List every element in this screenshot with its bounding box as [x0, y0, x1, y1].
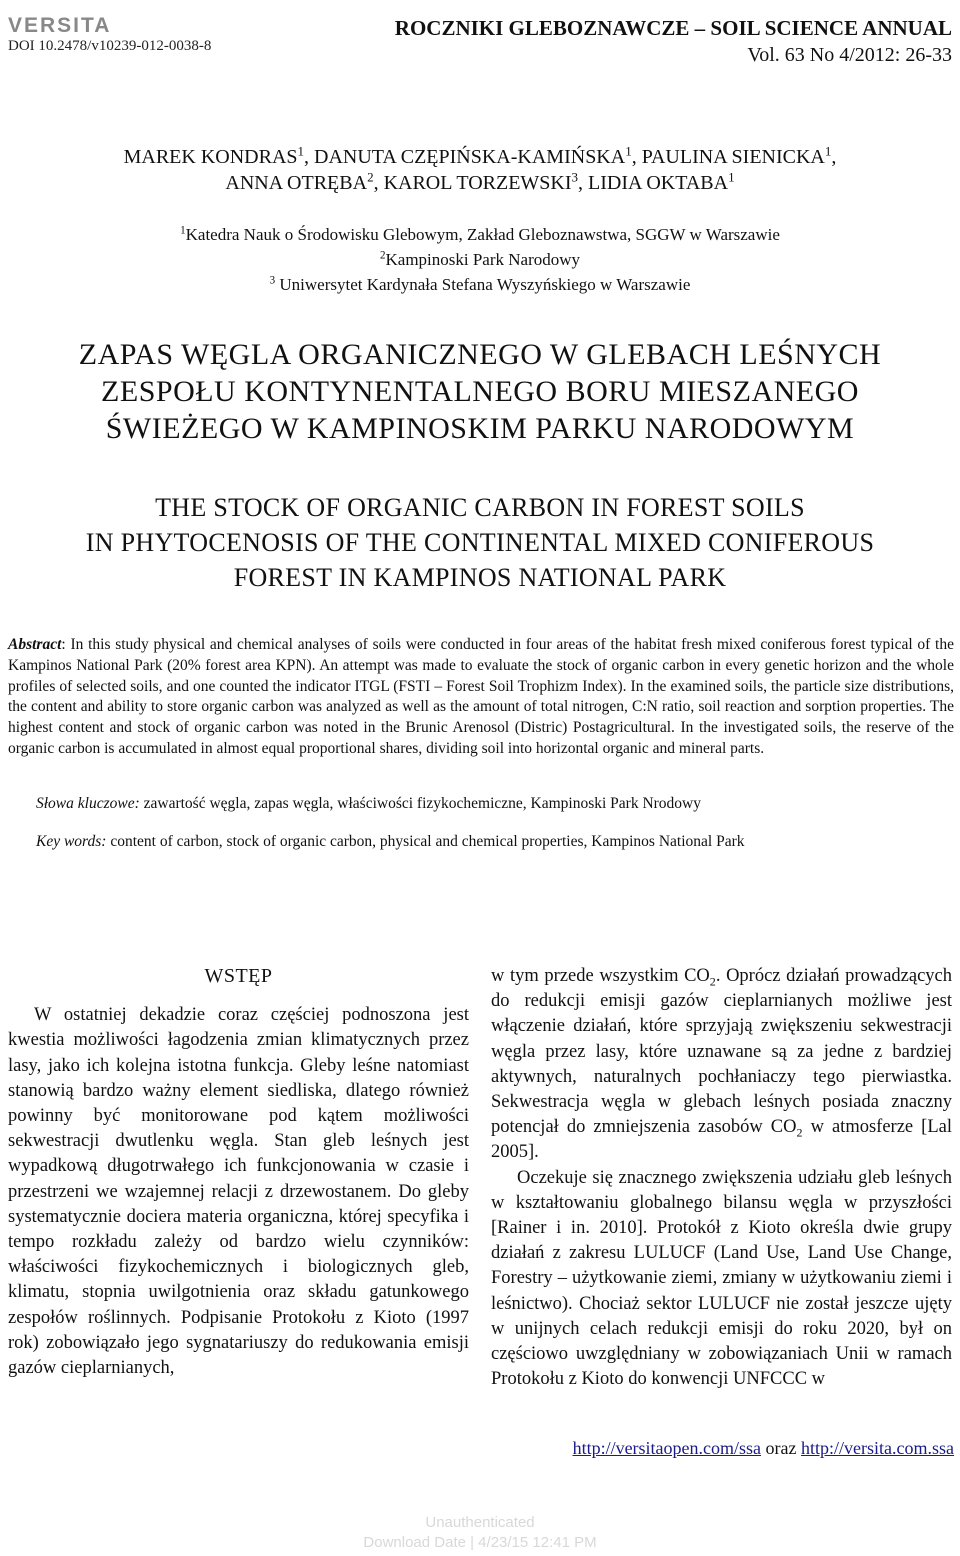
link-joiner: oraz: [761, 1438, 802, 1458]
affil-mark: 1: [297, 143, 305, 159]
keywords-label: Słowa kluczowe:: [36, 795, 140, 812]
section-title: WSTĘP: [204, 965, 273, 987]
journal-title: ROCZNIKI GLEBOZNAWCZE – SOIL SCIENCE ANNUAL: [394, 16, 952, 40]
title-line: ZESPOŁU KONTYNENTALNEGO BORU MIESZANEGO: [101, 375, 859, 408]
affil-mark: 1: [824, 143, 832, 159]
author-name: , KAROL TORZEWSKI: [373, 172, 572, 194]
keywords-text: zawartość węgla, zapas węgla, właściwości fizykochemiczne, Kampinoski Park Nrodowy: [139, 795, 702, 812]
abstract-label: Abstract: [8, 636, 62, 653]
title-english: [0, 490, 960, 595]
subscript: 2: [796, 1125, 803, 1140]
affil-mark: 1: [625, 143, 632, 159]
paragraph: [491, 964, 952, 1166]
body-column-left: [8, 964, 469, 1381]
keywords-label: Key words:: [36, 833, 107, 850]
separator: ,: [831, 146, 837, 168]
watermark-line2: Download Date | 4/23/15 12:41 PM: [363, 1534, 597, 1551]
footer-links: [472, 1438, 954, 1459]
affiliations: [0, 222, 960, 297]
publisher-logo: VERSITA: [8, 14, 112, 37]
paragraph: Oczekuje się znacznego zwiększenia udziału gleb leśnych w kształtowaniu globalnego bilansu węgla w przyszłości [Rainer i in. 2010]. Protokół z Kioto określa dwie grupy działań z zakresu LULUCF (Land Use, Land Use Change, Forestry – użytkowanie ziemi, zmiany w użytkowaniu ziemi i leśnictwo). Chociaż sektor LULUCF nie został jeszcze ujęty w unijnych celach redukcji emisji do roku 2020, był on częściowo uwzględniany w zobowiązaniach Unii w ramach Protokołu z Kioto do konwencji UNFCCC w: [491, 1167, 952, 1390]
affil-text: Kampinoski Park Narodowy: [385, 250, 581, 269]
title-line: ŚWIEŻEGO W KAMPINOSKIM PARKU NARODOWYM: [105, 412, 855, 445]
affil-mark: 3: [571, 169, 579, 185]
title-line: IN PHYTOCENOSIS OF THE CONTINENTAL MIXED CONIFEROUS: [85, 528, 875, 557]
affiliation-1: [0, 222, 960, 247]
author-list: [0, 144, 960, 196]
link-versitaopen[interactable]: http://versitaopen.com/ssa: [572, 1438, 762, 1458]
affil-text: Uniwersytet Kardynała Stefana Wyszyńskiego w Warszawie: [275, 275, 691, 294]
title-line: THE STOCK OF ORGANIC CARBON IN FOREST SOILS: [155, 493, 805, 522]
author-name: , PAULINA SIENICKA: [631, 146, 825, 168]
affil-text: Katedra Nauk o Środowisku Glebowym, Zakład Gleboznawstwa, SGGW w Warszawie: [185, 225, 780, 244]
volume-info: Vol. 63 No 4/2012: 26-33: [747, 44, 952, 66]
text-run: w tym przede wszystkim CO: [491, 966, 710, 986]
title-polish: [0, 336, 960, 447]
affil-number: 1: [180, 224, 186, 237]
keywords-text: content of carbon, stock of organic carbon, physical and chemical properties, Kampinos National Park: [106, 833, 745, 850]
affil-number: 2: [379, 249, 386, 262]
text-run: w atmosferze [Lal 2005].: [491, 1117, 952, 1163]
author-name: MAREK KONDRAS: [123, 146, 298, 168]
author-name: , LIDIA OKTABA: [578, 172, 729, 194]
affil-number: 3: [269, 274, 276, 287]
body-column-right: [491, 964, 952, 1392]
text-run: . Oprócz działań prowadzących do redukcji emisji gazów cieplarnianych możliwe jest włączenie działań, które sprzyjają zwiększeniu sekwestracji węgla przez lasy, które uznawane są za jedne z bardziej aktywnych, naturalnych pochłaniaczy tego pierwiastka. Sekwestracja węgla w glebach leśnych posiada znaczny potencjał do zmniejszenia zasobów CO: [491, 966, 953, 1138]
affil-mark: 2: [367, 169, 374, 185]
paragraph: W ostatniej dekadzie coraz częściej podnoszona jest kwestia możliwości łagodzenia zmian klimatycznych przez lasy, jako ich kolejna istotna funkcja. Gleby leśne natomiast stanowią bardzo ważny element siedliska, dlatego również powinny być monitorowane pod kątem możliwości sekwestracji dwutlenku węgla. Stan gleb leśnych jest wypadkową długotrwałego ich funkcjonowania w czasie i przestrzeni we wzajemnej relacji z drzewostanem. Do gleby systematycznie dociera materia organiczna, której specyfika i tempo rozkładu zależy od bardzo wielu czynników: właściwości fizykochemicznych i biologicznych gleb, klimatu, stopnia uwilgotnienia oraz składu gatunkowego zespołów roślinnych. Podpisanie Protokołu z Kioto (1997 rok) zobowiązało jego sygnatariuszy do redukowania emisji gazów cieplarnianych,: [8, 1005, 469, 1379]
doi-text: DOI 10.2478/v10239-012-0038-8: [8, 38, 212, 54]
affiliation-3: [0, 272, 960, 297]
subscript: 2: [709, 974, 716, 989]
keywords-polish: [36, 794, 701, 814]
affil-mark: 1: [728, 169, 735, 185]
abstract-text: : In this study physical and chemical analyses of soils were conducted in four areas of the habitat fresh mixed coniferous forest typical of the Kampinos National Park (20% forest area KPN). An attempt was made to evaluate the stock of organic carbon in every genetic horizon and the whole profiles of selected soils, and one counted the indicator ITGL (FSTI – Forest Soil Trophizm Index). In the examined soils, the particle size distributions, the content and ability to store organic carbon was analyzed as well as the amount of total nitrogen, C:N ratio, soil reaction and sorption properties. The highest content and stock of organic carbon was noted in the Brunic Arenosol (Distric) Postagricultural. In the investigated soils, the reserve of the organic carbon is accumulated in almost equal proportional shares, dividing soil into horizontal organic and mineral parts.: [8, 636, 954, 757]
abstract: [8, 635, 954, 760]
title-line: FOREST IN KAMPINOS NATIONAL PARK: [233, 563, 727, 592]
author-name: ANNA OTRĘBA: [225, 172, 368, 194]
affiliation-2: [0, 247, 960, 272]
watermark-line1: Unauthenticated: [425, 1514, 535, 1531]
keywords-english: [36, 832, 745, 852]
title-line: ZAPAS WĘGLA ORGANICZNEGO W GLEBACH LEŚNYCH: [78, 338, 882, 371]
link-versita[interactable]: http://versita.com.ssa: [801, 1438, 954, 1458]
author-name: , DANUTA CZĘPIŃSKA-KAMIŃSKA: [304, 146, 626, 168]
